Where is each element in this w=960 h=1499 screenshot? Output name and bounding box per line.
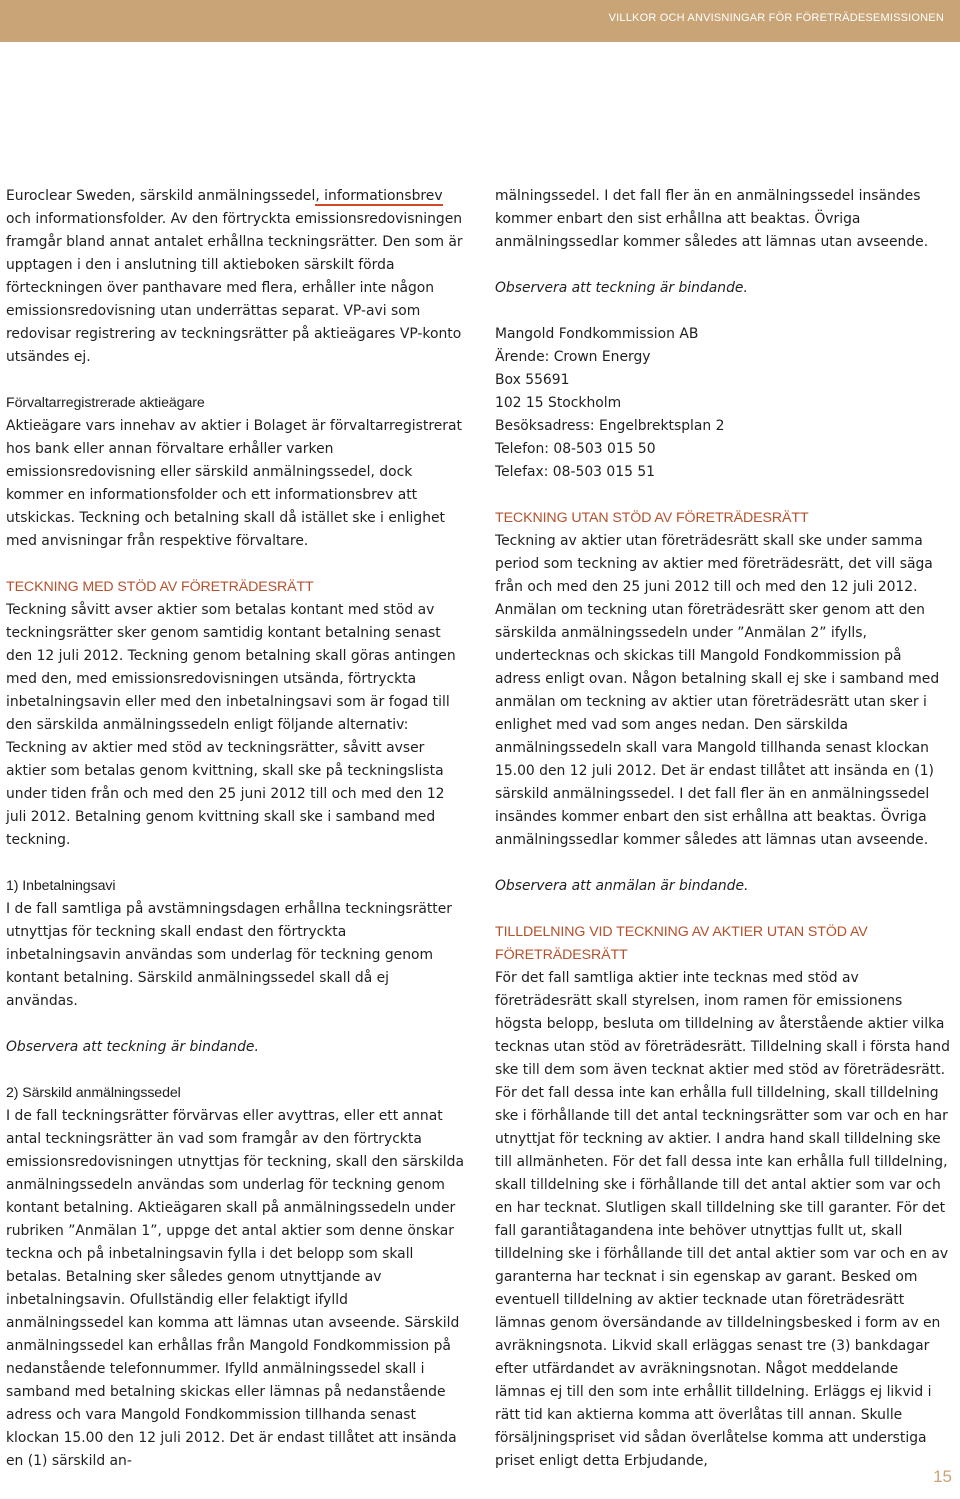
paragraph-teckning-med-stod-2: Teckning av aktier med stöd av teckningsrätter, såvitt avser aktier som betalas genom kvittning, skall ske på teckningslista under tiden från och med den 25 juni 2012 till och med den 12 juli 2012. Betalning genom kvittning skall ske i samband med teckning.	[6, 740, 445, 848]
note-teckning-bindande-right: Observera att teckning är bindande.	[495, 280, 748, 296]
paragraph-inbetalningsavi: I de fall samtliga på avstämningsdagen erhållna teckningsrätter utnyttjas för teckning skall endast den förtryckta inbetalningsavin användas som underlag för teckning genom kontant betalning. Särskild anmälningssedel skall då ej användas.	[6, 901, 452, 1009]
heading-teckning-med-stod: TECKNING MED STÖD AV FÖRETRÄDESRÄTT	[6, 579, 314, 595]
heading-sarskild-anmalningssedel: 2) Särskild anmälningssedel	[6, 1085, 181, 1101]
paragraph-forvaltarregistrerade: Aktieägare vars innehav av aktier i Bolaget är förvaltarregistrerat hos bank eller annan förvaltare erhåller varken emissionsredovisning eller särskild anmälningssedel, dock kommer en informationsfolder och ett informationsbrev att utskickas. Teckning och betalning skall då istället ske i enlighet med anvisningar från respektive förvaltare.	[6, 418, 462, 549]
address-line: Telefon: 08-503 015 50	[495, 441, 656, 457]
left-column	[6, 185, 464, 1473]
paragraph-tilldelning: För det fall samtliga aktier inte tecknas med stöd av företrädesrätt skall styrelsen, inom ramen för emissionens högsta belopp, besluta om tilldelning av återstående aktier vilka tecknas utan stöd av företrädesrätt. Tilldelning skall i första hand ske till dem som även tecknat aktier med stöd av företrädesrätt. För det fall dessa inte kan erhålla full tilldelning, skall tilldelning ske i förhållande till det antal teckningsrätter som var och en har utnyttjat för teckning av aktier. I andra hand skall tilldelning ske till allmänheten. För det fall dessa inte kan erhålla full tilldelning, skall tilldelning ske i förhållande till det antal aktier som var och en har tecknat. Slutligen skall tilldelning ske till garanter. För det fall garantiåtagandena inte behöver utnyttjas fullt ut, skall tilldelning ske i förhållande till det antal aktier som var och en av garanterna har tecknat i sin egenskap av garant. Besked om eventuell tilldelning av aktier tecknade utan företrädesrätt lämnas genom översändande av tilldelningsbesked i form av en avräkningsnota. Likvid skall erläggas senast tre (3) bankdagar efter utfärdandet av avräkningsnotan. Något meddelande lämnas ej till den som inte erhållit tilldelning. Erläggs ej likvid i rätt tid kan aktierna komma att överlåtas till annan. Skulle försäljningspriset vid sådan överlåtelse komma att understiga priset enligt detta Erbjudande,	[495, 970, 950, 1469]
page-number: 15	[933, 1467, 952, 1486]
address-line: Box 55691	[495, 372, 570, 388]
paragraph-teckning-med-stod-1: Teckning såvitt avser aktier som betalas kontant med stöd av teckningsrätter sker genom samtidig kontant betalning senast den 12 juli 2012. Teckning genom betalning skall göras antingen med den, med emissionsredovisningen utsända, förtryckta inbetalningsavin eller med den inbetalningsavi som är fogad till den särskilda anmälningssedeln enligt följande alternativ:	[6, 602, 456, 733]
right-column	[495, 185, 950, 1473]
heading-tilldelning: TILLDELNING VID TECKNING AV AKTIER UTAN STÖD AV FÖRETRÄDESRÄTT	[495, 924, 868, 963]
heading-teckning-utan-stod: TECKNING UTAN STÖD AV FÖRETRÄDESRÄTT	[495, 510, 809, 526]
address-line: 102 15 Stockholm	[495, 395, 622, 411]
heading-forvaltarregistrerade: Förvaltarregistrerade aktieägare	[6, 395, 205, 411]
heading-inbetalningsavi: 1) Inbetalningsavi	[6, 878, 116, 894]
note-anmalan-bindande: Observera att anmälan är bindande.	[495, 878, 749, 894]
address-line: Mangold Fondkommission AB	[495, 326, 699, 342]
informationsbrev-highlight: , informationsbrev	[315, 188, 443, 204]
address-line: Ärende: Crown Energy	[495, 349, 651, 365]
intro-text-b: och informationsfolder. Av den förtryckta emissionsredovisningen framgår bland annat antalet erhållna teckningsrätter. Den som är upptagen i den i anslutning till aktieboken särskilt förda förteckningen över panthavare med flera, erhåller inte någon emissionsredovisning utan underrättas separat. VP-avi som redovisar registrering av teckningsrätter på aktieägares VP-konto utsändes ej.	[6, 211, 463, 365]
paragraph-teckning-utan-stod: Teckning av aktier utan företrädesrätt skall ske under samma period som teckning av aktier med företrädesrätt, det vill säga från och med den 25 juni 2012 till och med den 12 juli 2012. Anmälan om teckning utan företrädesrätt sker genom att den särskilda anmälningssedeln under ”Anmälan 2” ifylls, undertecknas och skickas till Mangold Fondkommission på adress enligt ovan. Någon betalning skall ej ske i samband med anmälan om teckning av aktier utan företrädesrätt utan sker i enlighet med vad som anges nedan. Den särskilda anmälningssedeln skall vara Mangold tillhanda senast klockan 15.00 den 12 juli 2012. Det är endast tillåtet att insända en (1) särskild anmälningssedel. I det fall fler än en anmälningssedel insändes kommer enbart den sist erhållna att beaktas. Övriga anmälningssedlar kommer således att lämnas utan avseende.	[495, 533, 940, 848]
paragraph-continued: mälningssedel. I det fall fler än en anmälningssedel insändes kommer enbart den sist erhållna att beaktas. Övriga anmälningssedlar kommer således att lämnas utan avseende.	[495, 188, 929, 250]
intro-text-a: Euroclear Sweden, särskild anmälningssedel	[6, 188, 316, 204]
paragraph-sarskild-anmalningssedel: I de fall teckningsrätter förvärvas eller avyttras, eller ett annat antal teckningsrätter än vad som framgår av den förtryckta emissionsredovisningen utnyttjas för teckning, skall den särskilda anmälningssedeln användas som underlag för teckning genom kontant betalning. Aktieägaren skall på anmälningssedeln under rubriken ”Anmälan 1”, uppge det antal aktier som denne önskar teckna och på inbetalningsavin fylla i det belopp som skall betalas. Betalning sker således genom utnyttjande av inbetalningsavin. Ofullständig eller felaktigt ifylld anmälningssedel kan komma att lämnas utan avseende. Särskild anmälningssedel kan erhållas från Mangold Fondkommission på nedanstående telefonnummer. Ifylld anmälningssedel skall i samband med betalning skickas eller lämnas på nedanstående adress och vara Mangold Fondkommission tillhanda senast klockan 15.00 den 12 juli 2012. Det är endast tillåtet att insända en (1) särskild an-	[6, 1108, 464, 1469]
address-block	[495, 323, 950, 484]
note-teckning-bindande: Observera att teckning är bindande.	[6, 1039, 259, 1055]
address-line: Besöksadress: Engelbrektsplan 2	[495, 418, 725, 434]
intro-paragraph	[6, 185, 464, 369]
running-header: VILLKOR OCH ANVISNINGAR FÖR FÖRETRÄDESEMISSIONEN	[608, 12, 944, 24]
address-line: Telefax: 08-503 015 51	[495, 464, 656, 480]
